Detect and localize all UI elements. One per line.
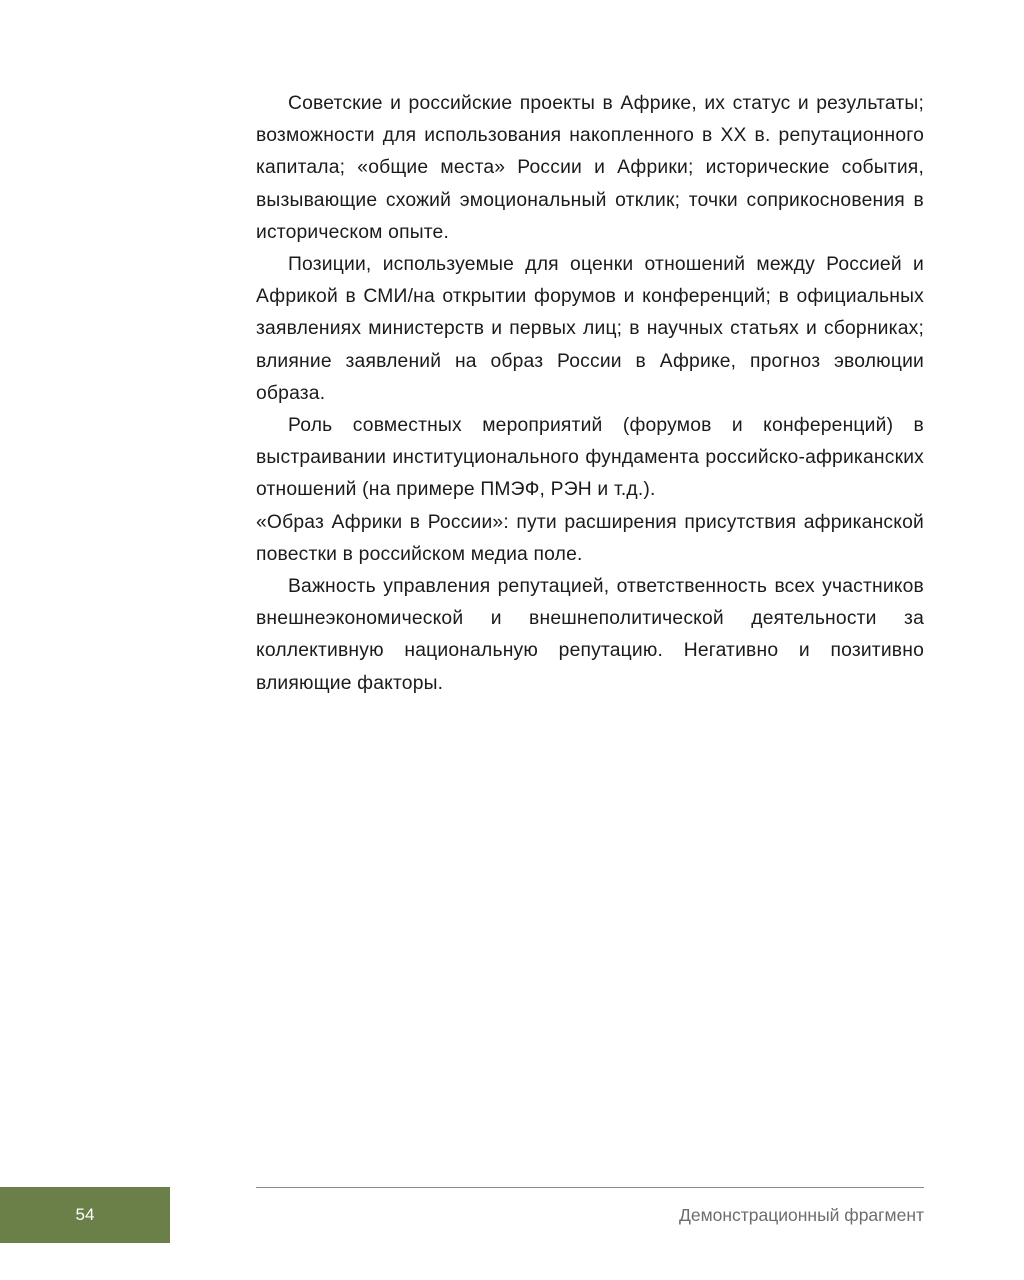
paragraph: Советские и российские проекты в Африке, их статус и результаты; возможности для использования накопленного в XX в. репутационного капитала; «общие места» России и Африки; исторические события, вызывающие схожий эмоциональный отклик; точки соприкосновения в историческом опыте. <box>256 93 924 243</box>
page-number: 54 <box>75 1205 95 1224</box>
paragraph: Важность управления репутацией, ответственность всех участников внешнеэкономической и внешнеполитической деятельности за коллективную национальную репутацию. Негативно и позитивно влияющие факторы. <box>256 576 924 694</box>
paragraph: Роль совместных мероприятий (форумов и конференций) в выстраивании институционального фундамента российско-африканских отношений (на примере ПМЭФ, РЭН и т.д.). <box>256 415 924 501</box>
paragraph: «Образ Африки в России»: пути расширения присутствия африканской повестки в российском медиа поле. <box>256 511 924 565</box>
footer-note: Демонстрационный фрагмент <box>678 1205 924 1225</box>
body-text-column <box>256 88 924 700</box>
paragraph: Позиции, используемые для оценки отношений между Россией и Африкой в СМИ/на открытии форумов и конференций; в официальных заявлениях министерств и первых лиц; в научных статьях и сборниках; влияние заявлений на образ России в Африке, прогноз эволюции образа. <box>256 254 924 404</box>
